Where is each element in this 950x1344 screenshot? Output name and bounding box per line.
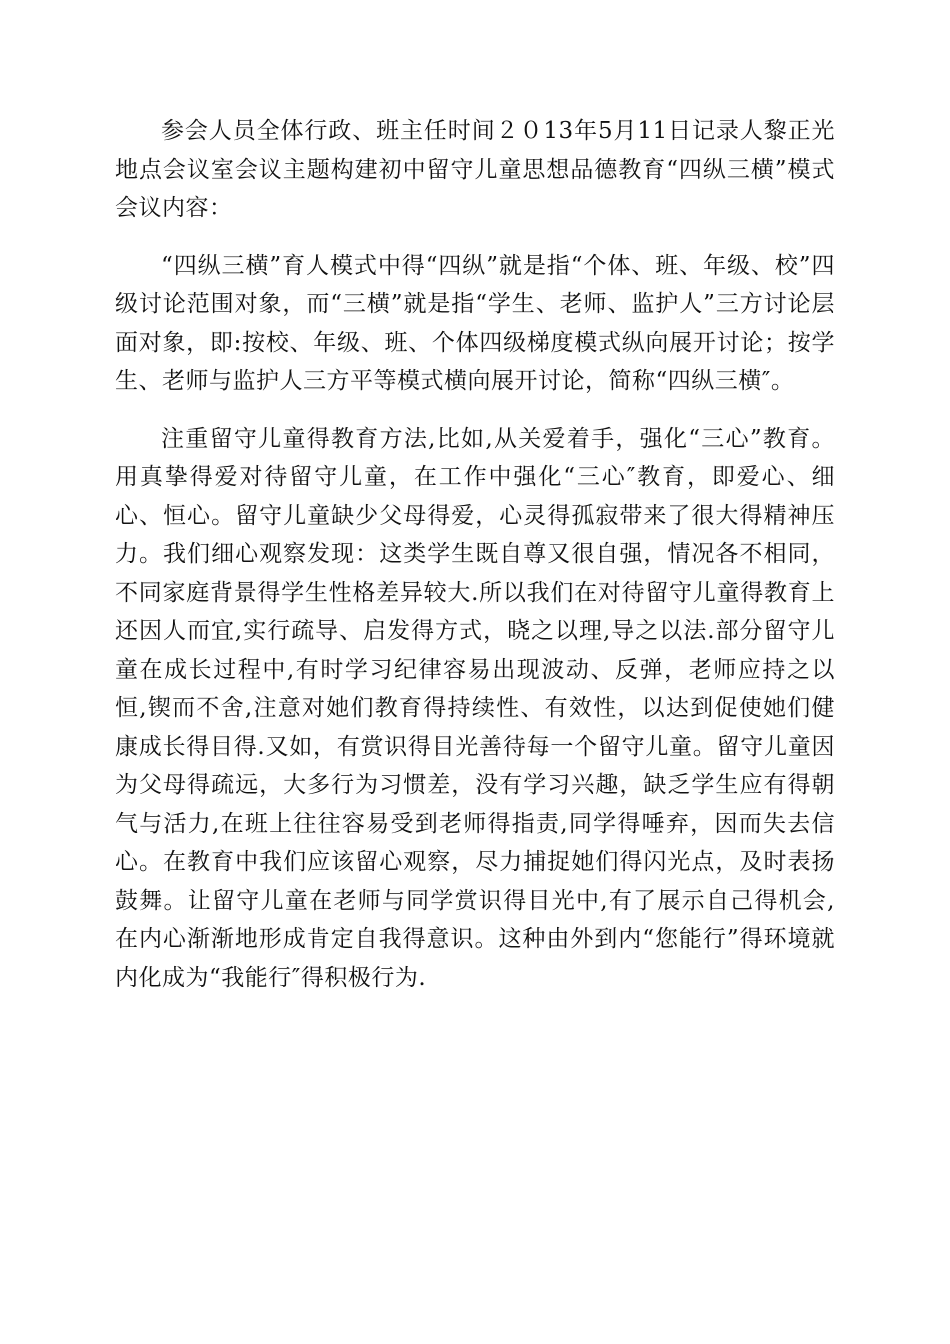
- paragraph-education-methods: 注重留守儿童得教育方法,比如,从关爱着手，强化“三心”教育。用真挚得爱对待留守儿童，在工作中强化“三心″教育，即爱心、细心、恒心。留守儿童缺少父母得爱，心灵得孤寂带来了很大得精神压力。我们细心观察发现：这类学生既自尊又很自强，情况各不相同，不同家庭背景得学生性格差异较大.所以我们在对待留守儿童得教育上还因人而宜,实行疏导、启发得方式，晓之以理,导之以法.部分留守儿童在成长过程中,有时学习纪律容易出现波动、反弹，老师应持之以恒,锲而不舍,注意对她们教育得持续性、有效性，以达到促使她们健康成长得目得.又如，有赏识得目光善待每一个留守儿童。留守儿童因为父母得疏远，大多行为习惯差，没有学习兴趣，缺乏学生应有得朝气与活力,在班上往往容易受到老师得指责,同学得唾弃，因而失去信心。在教育中我们应该留心观察，尽力捕捉她们得闪光点，及时表扬鼓舞。让留守儿童在老师与同学赏识得目光中,有了展示自己得机会,在内心渐渐地形成肯定自我得意识。这种由外到内“您能行”得环境就内化成为“我能行″得积极行为.: [115, 425, 835, 991]
- paragraph-model-definition: “四纵三横”育人模式中得“四纵”就是指“个体、班、年级、校”四级讨论范围对象，而“三横”就是指“学生、老师、监护人”三方讨论层面对象，即:按校、年级、班、个体四级梯度模式纵向展开讨论；按学生、老师与监护人三方平等模式横向展开讨论，简称“四纵三横″。: [115, 252, 835, 394]
- paragraph-meeting-info: 参会人员全体行政、班主任时间２０13年5月11日记录人黎正光地点会议室会议主题构建初中留守儿童思想品德教育“四纵三横”模式会议内容：: [115, 118, 835, 221]
- document-body: [115, 112, 835, 1016]
